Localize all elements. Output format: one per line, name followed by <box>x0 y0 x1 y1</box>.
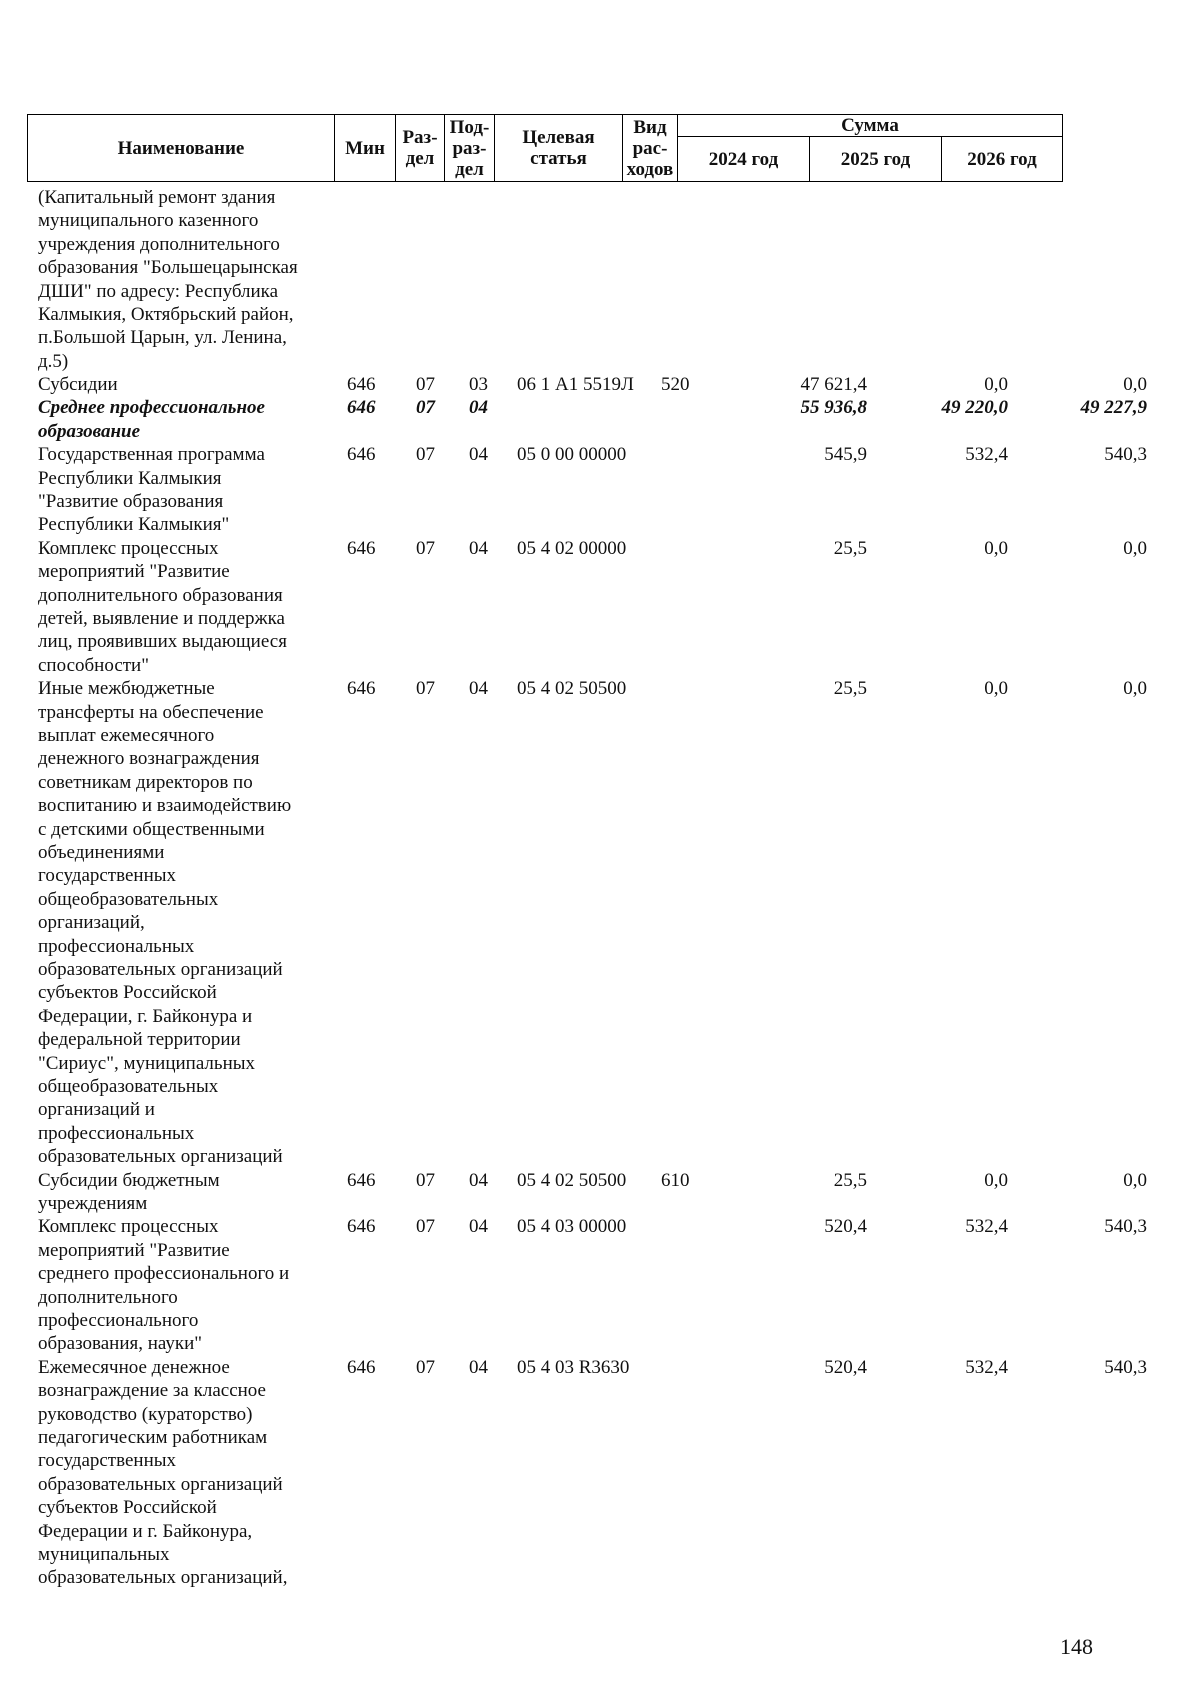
row-sum-2024: 520,4 <box>824 1216 867 1238</box>
row-podrazdel: 04 <box>469 678 488 700</box>
header-2024: 2024 год <box>678 137 810 182</box>
row-sum-2025: 532,4 <box>965 444 1008 466</box>
header-vid: Вид рас- ходов <box>623 115 678 182</box>
row-min: 646 <box>347 678 376 700</box>
row-name: (Капитальный ремонт здания муниципального казенного учреждения дополнительного образования "Большецарынская ДШИ" по адресу: Республика Калмыкия, Октябрьский район, п.Большой Царын, ул. Ленина, д.5) <box>38 187 298 372</box>
row-celevaya: 05 4 03 00000 <box>517 1216 627 1238</box>
table-row <box>27 186 1122 373</box>
header-2025: 2025 год <box>810 137 942 182</box>
table-row <box>27 373 1147 396</box>
row-min: 646 <box>347 374 376 395</box>
row-sum-2026: 0,0 <box>1123 1169 1147 1191</box>
row-podrazdel: 04 <box>469 1216 488 1238</box>
row-name: Комплекс процессных мероприятий "Развитие дополнительного образования детей, выявление и поддержка лиц, проявивших выдающиеся способности" <box>38 537 287 676</box>
table-header <box>27 114 1063 182</box>
row-sum-2026: 0,0 <box>1123 537 1147 559</box>
row-vid: 610 <box>661 1169 690 1191</box>
row-sum-2024: 25,5 <box>833 1169 867 1191</box>
row-name: Среднее профессиональное образование <box>38 397 265 442</box>
header-celevaya: Целевая статья <box>495 115 623 182</box>
row-razdel: 07 <box>416 537 435 559</box>
row-sum-2024: 55 936,8 <box>800 397 867 419</box>
header-2026: 2026 год <box>942 137 1063 182</box>
row-sum-2025: 0,0 <box>984 537 1008 559</box>
row-sum-2025: 0,0 <box>984 678 1008 700</box>
row-podrazdel: 04 <box>469 1356 488 1378</box>
row-min: 646 <box>347 1356 376 1378</box>
row-podrazdel: 03 <box>469 374 488 395</box>
header-name: Наименование <box>28 115 335 182</box>
row-sum-2024: 47 621,4 <box>800 374 867 395</box>
row-min: 646 <box>347 397 376 419</box>
row-name: Ежемесячное денежное вознаграждение за классное руководство (кураторство) педагогическим работникам государственных образовательных организаций субъектов Российской Федерации и г. Байконура, муниципальных образовательных организаций, <box>38 1356 288 1589</box>
row-sum-2026: 540,3 <box>1104 1356 1147 1378</box>
row-podrazdel: 04 <box>469 537 488 559</box>
table-row <box>27 443 1147 537</box>
row-name: Государственная программа Республики Калмыкия "Развитие образования Республики Калмыкия" <box>38 444 265 536</box>
row-sum-2026: 540,3 <box>1104 1216 1147 1238</box>
row-sum-2025: 532,4 <box>965 1356 1008 1378</box>
row-celevaya: 05 4 02 50500 <box>517 678 627 700</box>
page-number: 148 <box>1060 1634 1093 1659</box>
row-celevaya: 05 0 00 00000 <box>517 444 627 466</box>
row-vid: 520 <box>661 374 690 395</box>
row-sum-2025: 532,4 <box>965 1216 1008 1238</box>
row-min: 646 <box>347 1169 376 1191</box>
row-min: 646 <box>347 1216 376 1238</box>
row-razdel: 07 <box>416 678 435 700</box>
row-sum-2024: 545,9 <box>824 444 867 466</box>
header-podrazdel: Под- раз- дел <box>445 115 495 182</box>
row-podrazdel: 04 <box>469 397 488 419</box>
header-razdel: Раз- дел <box>396 115 445 182</box>
row-razdel: 07 <box>416 1216 435 1238</box>
row-razdel: 07 <box>416 397 435 419</box>
row-sum-2026: 540,3 <box>1104 444 1147 466</box>
row-name: Комплекс процессных мероприятий "Развитие среднего профессионального и дополнительного профессионального образования, науки" <box>38 1216 290 1355</box>
row-razdel: 07 <box>416 1356 435 1378</box>
row-sum-2024: 520,4 <box>824 1356 867 1378</box>
row-sum-2024: 25,5 <box>833 537 867 559</box>
row-name: Субсидии бюджетным учреждениям <box>38 1169 220 1214</box>
row-sum-2026: 0,0 <box>1123 374 1147 395</box>
table-row <box>27 677 1147 1168</box>
row-podrazdel: 04 <box>469 1169 488 1191</box>
row-min: 646 <box>347 537 376 559</box>
table-row <box>27 537 1147 677</box>
row-celevaya: 05 4 02 50500 <box>517 1169 627 1191</box>
row-celevaya: 05 4 02 00000 <box>517 537 627 559</box>
row-sum-2025: 49 220,0 <box>941 397 1008 419</box>
row-name: Иные межбюджетные трансферты на обеспечение выплат ежемесячного денежного вознаграждения советникам директоров по воспитанию и взаимодействию с детскими общественными объединениями государственных общеобразовательных организаций, профессиональных образовательных организаций субъектов Российской Федерации, г. Байконура и федеральной территории "Сириус", муниципальных общеобразовательных организаций и профессиональных образовательных организаций <box>38 678 292 1168</box>
row-name: Субсидии <box>38 374 118 395</box>
row-razdel: 07 <box>416 1169 435 1191</box>
row-sum-2025: 0,0 <box>984 374 1008 395</box>
row-sum-2026: 49 227,9 <box>1080 397 1147 419</box>
row-sum-2026: 0,0 <box>1123 678 1147 700</box>
row-sum-2025: 0,0 <box>984 1169 1008 1191</box>
row-podrazdel: 04 <box>469 444 488 466</box>
row-sum-2024: 25,5 <box>833 678 867 700</box>
row-min: 646 <box>347 444 376 466</box>
row-razdel: 07 <box>416 374 435 395</box>
header-min: Мин <box>335 115 396 182</box>
table-row <box>27 1356 1147 1590</box>
table-body <box>27 186 1147 1590</box>
row-razdel: 07 <box>416 444 435 466</box>
table-row <box>27 396 1147 443</box>
row-celevaya: 05 4 03 R3630 <box>517 1356 630 1378</box>
table-row <box>27 1169 1147 1216</box>
header-summa: Сумма <box>678 115 1063 137</box>
row-celevaya: 06 1 А1 5519Л <box>517 374 634 395</box>
table-row <box>27 1215 1147 1355</box>
